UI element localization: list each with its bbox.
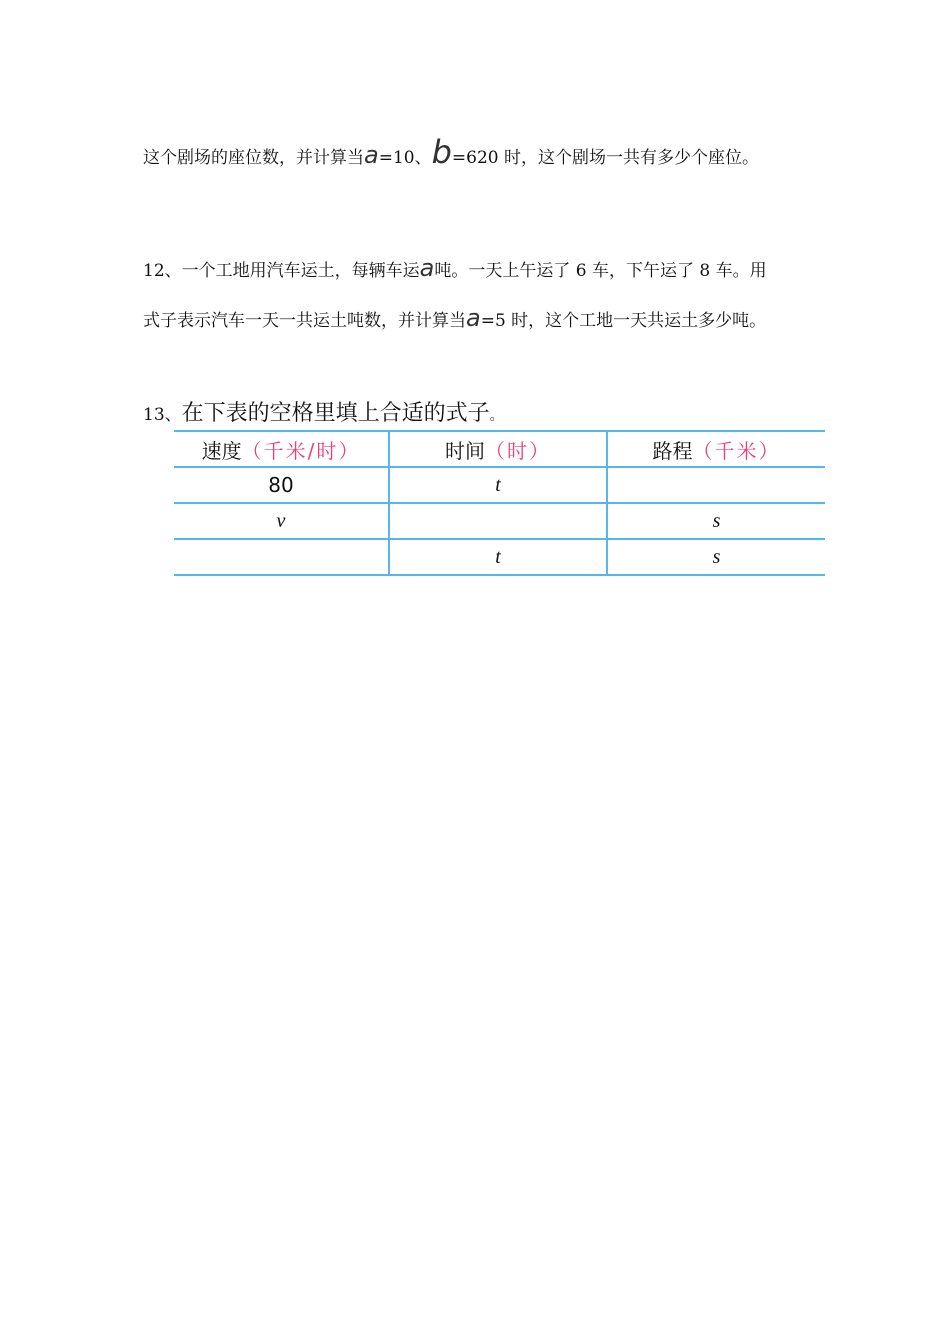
q12-var-a-2: a bbox=[466, 304, 481, 332]
q11-var-a: a bbox=[364, 141, 379, 169]
table-cell[interactable]: t bbox=[389, 467, 607, 503]
q12-text-1: 12、一个工地用汽车运土，每辆车运 bbox=[143, 261, 420, 281]
header-label: 速度 bbox=[201, 438, 242, 463]
table-row bbox=[174, 503, 825, 539]
table-cell[interactable] bbox=[389, 503, 607, 539]
table-cell[interactable] bbox=[607, 467, 825, 503]
q11-var-b: b bbox=[431, 133, 452, 171]
header-label: 时间 bbox=[445, 438, 485, 463]
q11-line bbox=[143, 133, 760, 171]
q11-text-1: 这个剧场的座位数，并计算当 bbox=[143, 148, 364, 168]
table-cell[interactable]: s bbox=[607, 503, 825, 539]
q13-number: 13、 bbox=[143, 405, 182, 425]
table-cell[interactable] bbox=[174, 539, 389, 575]
header-label: 路程 bbox=[652, 438, 693, 463]
q13-text: 在下表的空格里填上合适的式子 bbox=[181, 401, 490, 426]
header-speed bbox=[174, 431, 389, 467]
q12-text-2: 吨。一天上午运了 6 车，下午运了 8 车。用 bbox=[434, 261, 767, 281]
header-distance bbox=[607, 431, 825, 467]
table-header-row bbox=[174, 431, 825, 467]
header-time bbox=[389, 431, 607, 467]
q12-line-1 bbox=[143, 256, 767, 280]
table-cell[interactable]: 80 bbox=[174, 467, 389, 503]
speed-time-distance-table bbox=[174, 430, 825, 576]
q12-text-3: 式子表示汽车一天一共运土吨数，并计算当 bbox=[143, 311, 466, 331]
table-cell[interactable]: v bbox=[174, 503, 389, 539]
q13-end: 。 bbox=[489, 408, 504, 424]
table-row bbox=[174, 467, 825, 503]
q12-text-4: =5 时，这个工地一天共运土多少吨。 bbox=[480, 311, 767, 331]
q12-var-a-1: a bbox=[419, 254, 435, 282]
table-cell[interactable]: t bbox=[389, 539, 607, 575]
table-cell[interactable]: s bbox=[607, 539, 825, 575]
q12-line-2 bbox=[143, 306, 766, 330]
header-unit: （时） bbox=[485, 438, 551, 463]
header-unit: （千米/时） bbox=[241, 438, 361, 463]
q11-text-3: =620 时，这个剧场一共有多少个座位。 bbox=[451, 148, 760, 168]
q11-text-2: =10、 bbox=[378, 148, 432, 168]
table-row bbox=[174, 539, 825, 575]
q13-heading bbox=[143, 396, 504, 427]
header-unit: （千米） bbox=[692, 438, 781, 463]
